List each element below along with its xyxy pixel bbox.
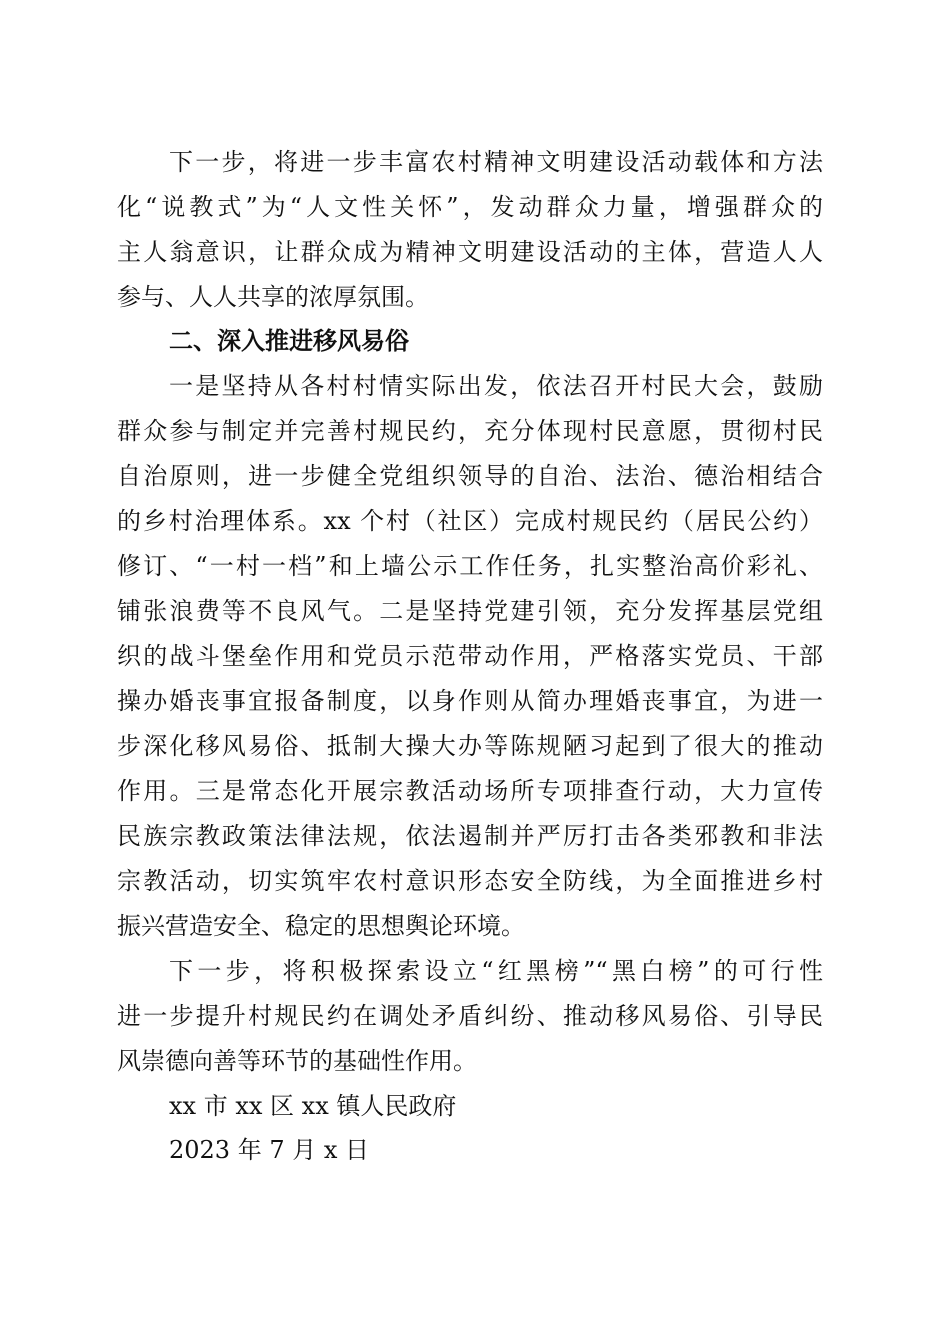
paragraph-1-line-3: 主人翁意识，让群众成为精神文明建设活动的主体，营造人人: [117, 238, 823, 266]
signature-organization: xx 市 xx 区 xx 镇人民政府: [169, 1092, 457, 1120]
paragraph-2-line-11: 民族宗教政策法律法规，依法遏制并严厉打击各类邪教和非法: [117, 822, 823, 850]
paragraph-2-line-4: 的乡村治理体系。xx 个村（社区）完成村规民约（居民公约）: [117, 507, 823, 535]
paragraph-1-line-4: 参与、人人共享的浓厚氛围。: [117, 283, 429, 311]
paragraph-2-line-7: 织的战斗堡垒作用和党员示范带动作用，严格落实党员、干部: [117, 642, 823, 670]
paragraph-3-line-2: 进一步提升村规民约在调处矛盾纠纷、推动移风易俗、引导民: [117, 1002, 823, 1030]
paragraph-2-line-10: 作用。三是常态化开展宗教活动场所专项排查行动，大力宣传: [117, 777, 823, 805]
paragraph-3-line-3: 风崇德向善等环节的基础性作用。: [117, 1047, 477, 1075]
paragraph-2-line-9: 步深化移风易俗、抵制大操大办等陈规陋习起到了很大的推动: [117, 732, 823, 760]
paragraph-1-line-2: 化“说教式”为“人文性关怀”，发动群众力量，增强群众的: [117, 193, 823, 221]
paragraph-2-line-12: 宗教活动，切实筑牢农村意识形态安全防线，为全面推进乡村: [117, 867, 823, 895]
paragraph-2-line-13: 振兴营造安全、稳定的思想舆论环境。: [117, 912, 525, 940]
paragraph-2-line-8: 操办婚丧事宜报备制度，以身作则从简办理婚丧事宜，为进一: [117, 687, 823, 715]
section-heading: 二、深入推进移风易俗: [169, 327, 409, 355]
paragraph-2-line-3: 自治原则，进一步健全党组织领导的自治、法治、德治相结合: [117, 462, 823, 490]
paragraph-2-line-5: 修订、“一村一档”和上墙公示工作任务，扎实整治高价彩礼、: [117, 552, 823, 580]
paragraph-2-line-6: 铺张浪费等不良风气。二是坚持党建引领，充分发挥基层党组: [117, 597, 823, 625]
paragraph-1-line-1: 下一步，将进一步丰富农村精神文明建设活动载体和方法: [169, 148, 823, 176]
paragraph-3-line-1: 下一步，将积极探索设立“红黑榜”“黑白榜”的可行性: [169, 957, 823, 985]
paragraph-2-line-2: 群众参与制定并完善村规民约，充分体现村民意愿，贯彻村民: [117, 417, 823, 445]
paragraph-2-line-1: 一是坚持从各村村情实际出发，依法召开村民大会，鼓励: [169, 372, 823, 400]
signature-date: 2023 年 7 月 x 日: [169, 1136, 370, 1164]
